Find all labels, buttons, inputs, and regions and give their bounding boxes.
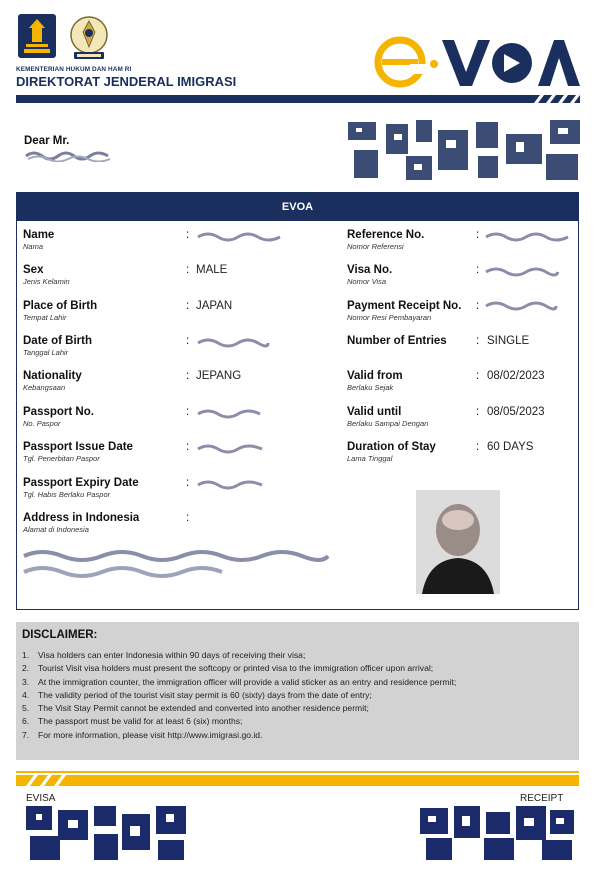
- field-label: Visa No.: [347, 264, 393, 276]
- redacted-value: [196, 407, 262, 421]
- field-number-of-entries: [347, 335, 447, 347]
- ministry-name: KEMENTERIAN HUKUM DAN HAM RI: [16, 66, 132, 73]
- redacted-value: [484, 299, 558, 313]
- applicant-photo: [416, 490, 500, 594]
- field-valid-until: [347, 406, 428, 428]
- field-date-of-birth: [23, 335, 92, 357]
- list-item: 3. At the immigration counter, the immigration officer will provide a valid sticker as an entry and residence permit;: [22, 676, 457, 687]
- field-value: JEPANG: [196, 370, 242, 382]
- field-value: SINGLE: [487, 335, 530, 347]
- redacted-receipt-qr: [418, 804, 576, 862]
- header-bar: [16, 95, 579, 103]
- field-duration-of-stay: [347, 441, 436, 463]
- disclaimer-list: [22, 649, 456, 742]
- field-label: Passport Issue Date: [23, 441, 133, 453]
- header-stripes: [520, 95, 580, 103]
- redacted-value: [484, 265, 560, 279]
- redacted-value: [196, 230, 282, 244]
- field-valid-from: [347, 370, 403, 392]
- field-sex: [23, 264, 70, 286]
- field-label: Duration of Stay: [347, 441, 436, 453]
- footer-line: [16, 771, 579, 773]
- field-nationality: [23, 370, 82, 392]
- field-label: Payment Receipt No.: [347, 300, 462, 312]
- field-sublabel: Nama: [23, 242, 44, 251]
- field-sublabel: Nomor Visa: [347, 277, 387, 286]
- field-sublabel: Kebangsaan: [23, 383, 66, 392]
- ministry-emblem-icon: [18, 14, 56, 58]
- field-label: Name: [23, 229, 55, 241]
- list-item: 4. The validity period of the tourist visit stay permit is 60 (sixty) days from the date of entry;: [22, 689, 372, 700]
- field-sublabel: Tgl. Penerbitan Paspor: [23, 454, 100, 463]
- footer-bar: [16, 775, 579, 786]
- field-sublabel: Berlaku Sampai Dengan: [347, 419, 429, 428]
- field-sublabel: No. Paspor: [23, 419, 61, 428]
- field-label: Reference No.: [347, 229, 425, 241]
- document-title: EVOA: [17, 193, 578, 221]
- redacted-value: [196, 478, 264, 492]
- field-value: MALE: [196, 264, 228, 276]
- receipt-label: RECEIPT: [520, 793, 564, 804]
- field-sublabel: Jenis Kelamin: [23, 277, 70, 286]
- list-item: 6. The passport must be valid for at least 6 (six) months;: [22, 716, 243, 727]
- redacted-address: [22, 546, 332, 586]
- evoa-logo: [374, 34, 580, 90]
- field-payment-receipt-no: [347, 300, 461, 322]
- redacted-evisa-qr: [24, 804, 190, 862]
- field-sublabel: Tempat Lahir: [23, 313, 67, 322]
- field-name: [23, 229, 54, 251]
- field-passport-no: [23, 406, 94, 428]
- field-value: JAPAN: [196, 300, 233, 312]
- field-label: Passport No.: [23, 406, 94, 418]
- field-place-of-birth: [23, 300, 97, 322]
- field-sublabel: Nomor Referensi: [347, 242, 404, 251]
- list-item: 5. The Visit Stay Permit cannot be extended and converted into another residence permit;: [22, 703, 369, 714]
- redacted-value: [484, 230, 570, 244]
- field-value: 60 DAYS: [487, 441, 534, 453]
- redacted-value: [196, 336, 270, 350]
- immigration-emblem-icon: [64, 12, 114, 62]
- field-sublabel: Tgl. Habis Berlaku Paspor: [23, 490, 111, 499]
- field-address: [23, 512, 139, 534]
- field-value: 08/05/2023: [487, 406, 545, 418]
- field-sublabel: Nomor Resi Pembayaran: [347, 313, 432, 322]
- field-passport-expiry-date: [23, 477, 139, 499]
- disclaimer-title: DISCLAIMER:: [22, 629, 98, 641]
- field-label: Number of Entries: [347, 335, 447, 347]
- field-label: Place of Birth: [23, 300, 98, 312]
- field-label: Sex: [23, 264, 44, 276]
- field-visa-no: [347, 264, 392, 286]
- field-sublabel: Tanggal Lahir: [23, 348, 69, 357]
- field-sublabel: Berlaku Sejak: [347, 383, 394, 392]
- redacted-name: [24, 148, 116, 162]
- field-label: Passport Expiry Date: [23, 477, 139, 489]
- redacted-value: [196, 442, 264, 456]
- field-value: 08/02/2023: [487, 370, 545, 382]
- list-item: 7. For more information, please visit http://www.imigrasi.go.id.: [22, 729, 263, 740]
- field-sublabel: Lama Tinggal: [347, 454, 393, 463]
- field-label: Address in Indonesia: [23, 512, 140, 524]
- greeting: Dear Mr.: [24, 135, 70, 147]
- field-label: Date of Birth: [23, 335, 92, 347]
- list-item: 1. Visa holders can enter Indonesia within 90 days of receiving their visa;: [22, 650, 306, 660]
- footer-stripes: [16, 775, 78, 786]
- directorate-name: DIREKTORAT JENDERAL IMIGRASI: [16, 74, 237, 89]
- field-sublabel: Alamat di Indonesia: [23, 525, 89, 534]
- list-item: 2. Tourist Visit visa holders must present the softcopy or printed visa to the immigration officer upon arrival;: [22, 663, 434, 674]
- evisa-label: EVISA: [26, 793, 56, 804]
- field-passport-issue-date: [23, 441, 133, 463]
- field-reference-no: [347, 229, 424, 251]
- field-label: Valid from: [347, 370, 403, 382]
- redacted-qr-code: [346, 120, 582, 182]
- field-label: Valid until: [347, 406, 402, 418]
- field-label: Nationality: [23, 370, 82, 382]
